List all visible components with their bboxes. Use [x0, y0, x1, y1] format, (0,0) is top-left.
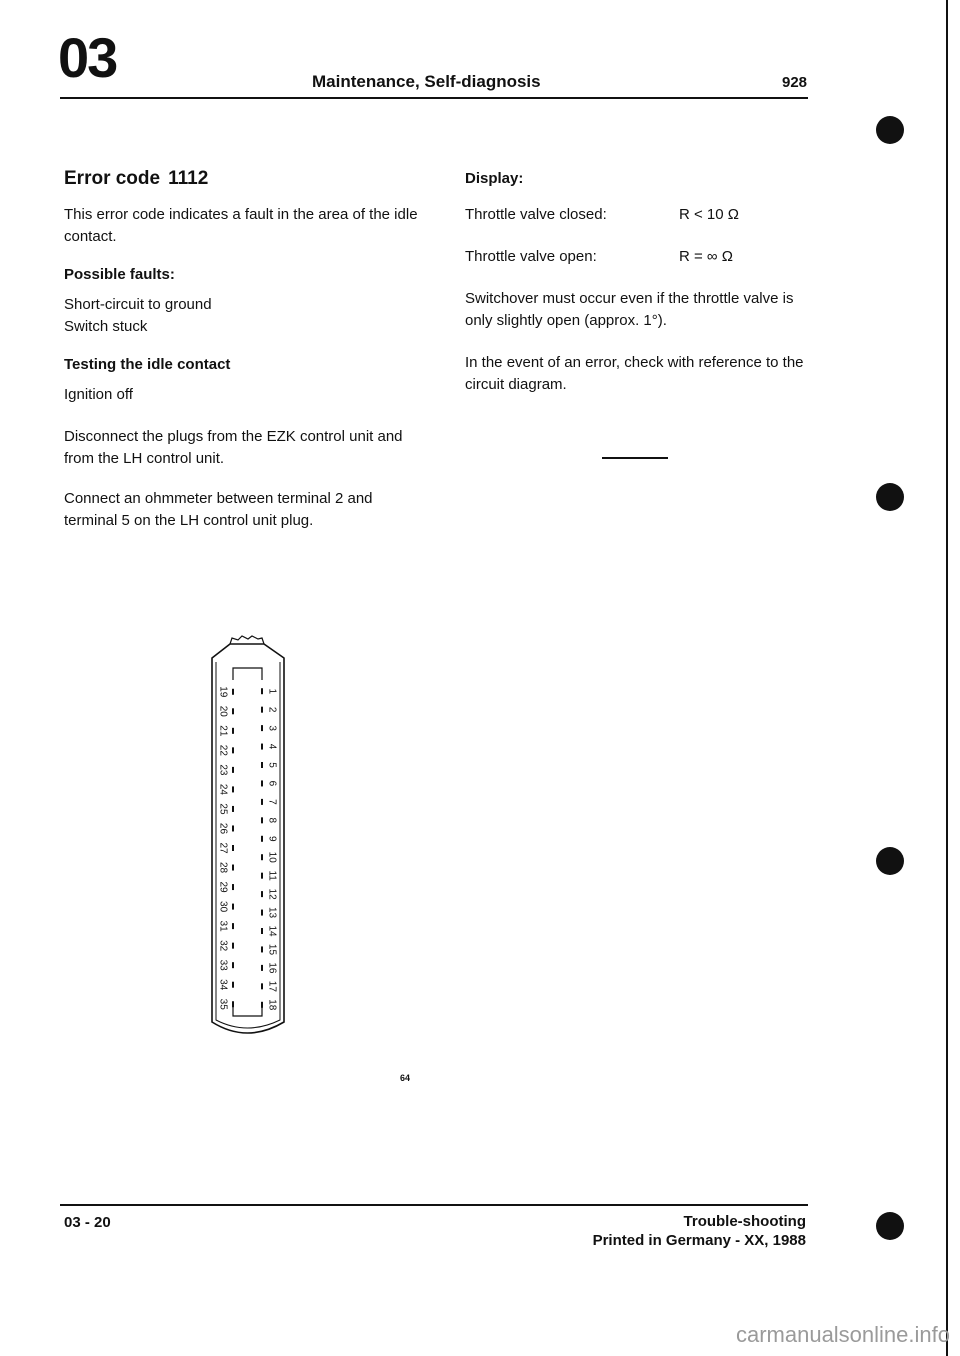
- pin-label-8: 8: [266, 817, 278, 824]
- pin-label-33: 33: [217, 959, 229, 971]
- connector-diagram: [190, 622, 310, 1052]
- pin-label-29: 29: [217, 881, 229, 893]
- section-number: 03: [58, 26, 117, 89]
- left-pin-labels: [217, 686, 228, 1010]
- footer-section-name: Trouble-shooting: [683, 1213, 806, 1230]
- step-text: Ignition off: [64, 386, 133, 403]
- header-rule: [60, 97, 808, 99]
- fault-item: Short-circuit to ground: [64, 296, 212, 313]
- pin-label-19: 19: [217, 686, 229, 698]
- pin-mark: [232, 943, 234, 949]
- pin-label-20: 20: [217, 705, 229, 717]
- pin-label-14: 14: [266, 925, 278, 937]
- step-text: Connect an ohmmeter between terminal 2 and terminal 5 on the LH control unit plug.: [64, 490, 373, 529]
- error-code-heading: [64, 168, 424, 190]
- pin-label-28: 28: [217, 861, 229, 874]
- switchover-text: Switchover must occur even if the throttle valve is only slightly open (approx. 1°).: [465, 290, 794, 329]
- footer-rule: [60, 1204, 808, 1206]
- pin-label-16: 16: [266, 962, 278, 974]
- binder-hole-2: [876, 483, 904, 511]
- pin-mark: [261, 946, 263, 952]
- pin-mark: [261, 983, 263, 989]
- pin-mark: [232, 845, 234, 851]
- pin-label-1: 1: [266, 688, 278, 695]
- key-top: [233, 668, 262, 680]
- binder-hole-1: [876, 116, 904, 144]
- pin-mark: [261, 762, 263, 768]
- pin-label-4: 4: [266, 743, 278, 750]
- pin-mark: [261, 873, 263, 879]
- pin-mark: [232, 1001, 234, 1007]
- faults-heading: Possible faults:: [64, 266, 175, 283]
- pin-label-21: 21: [217, 725, 229, 737]
- open-row: [465, 246, 805, 268]
- pin-label-2: 2: [266, 706, 278, 713]
- pin-mark: [261, 910, 263, 916]
- pin-label-22: 22: [217, 744, 229, 756]
- closed-label: Throttle valve closed:: [465, 206, 607, 223]
- pin-mark: [232, 786, 234, 792]
- key-bottom: [233, 1002, 262, 1016]
- pin-mark: [261, 688, 263, 694]
- pin-label-30: 30: [217, 901, 229, 913]
- pin-label-31: 31: [217, 920, 229, 932]
- pin-mark: [261, 817, 263, 823]
- pin-mark: [261, 891, 263, 897]
- pin-mark: [261, 707, 263, 713]
- pin-label-3: 3: [266, 725, 278, 731]
- pin-label-15: 15: [266, 943, 278, 956]
- pin-label-5: 5: [266, 762, 278, 768]
- figure-label: 64: [400, 1073, 411, 1083]
- header-title: Maintenance, Self-diagnosis: [312, 72, 541, 91]
- pin-mark: [232, 962, 234, 968]
- pin-mark: [232, 747, 234, 753]
- pin-label-34: 34: [217, 979, 229, 991]
- pin-mark: [261, 836, 263, 842]
- right-pin-labels: [266, 688, 277, 1010]
- pin-label-24: 24: [217, 783, 229, 795]
- closed-row: [465, 204, 805, 226]
- testing-heading: Testing the idle contact: [64, 356, 231, 373]
- pin-label-27: 27: [217, 842, 229, 854]
- pin-label-25: 25: [217, 803, 229, 815]
- binder-hole-3: [876, 847, 904, 875]
- pin-label-23: 23: [217, 764, 229, 776]
- pin-label-7: 7: [266, 799, 278, 805]
- watermark: carmanualsonline.info: [735, 1322, 950, 1347]
- error-heading-text: Error code: [64, 168, 161, 189]
- pin-mark: [232, 865, 234, 871]
- fault-item: Switch stuck: [64, 318, 148, 335]
- error-code-number: 1112: [168, 168, 209, 189]
- footer-printed: Printed in Germany - XX, 1988: [592, 1232, 806, 1249]
- pin-label-10: 10: [266, 851, 278, 863]
- right-column: [465, 168, 805, 396]
- pin-label-35: 35: [217, 998, 229, 1010]
- display-heading: Display:: [465, 170, 524, 187]
- section-end-rule: [602, 457, 668, 459]
- pin-mark: [261, 965, 263, 971]
- pin-marks: [232, 688, 263, 1008]
- pin-label-13: 13: [266, 906, 278, 919]
- pin-mark: [261, 799, 263, 805]
- left-column: [64, 168, 424, 532]
- pin-mark: [232, 689, 234, 695]
- pin-mark: [261, 854, 263, 860]
- pin-label-17: 17: [266, 980, 278, 992]
- pin-mark: [261, 1002, 263, 1008]
- pin-label-12: 12: [266, 888, 278, 900]
- footer-page-number: 03 - 20: [64, 1214, 111, 1231]
- pin-label-6: 6: [266, 780, 278, 787]
- connector-top-squiggle: [230, 636, 264, 644]
- pin-mark: [232, 923, 234, 929]
- pin-label-18: 18: [266, 999, 278, 1011]
- pin-mark: [232, 806, 234, 812]
- step-text: Disconnect the plugs from the EZK control unit and from the LH control unit.: [64, 428, 403, 467]
- open-label: Throttle valve open:: [465, 248, 597, 265]
- page-edge-line: [946, 0, 948, 1356]
- binder-hole-4: [876, 1212, 904, 1240]
- closed-value: R < 10 Ω: [679, 206, 739, 223]
- pin-mark: [232, 884, 234, 890]
- pin-mark: [261, 744, 263, 750]
- pin-label-32: 32: [217, 940, 229, 952]
- pin-label-26: 26: [217, 822, 229, 835]
- pin-label-9: 9: [266, 835, 278, 842]
- pin-mark: [232, 982, 234, 988]
- pin-mark: [261, 780, 263, 786]
- pin-mark: [232, 904, 234, 910]
- pin-mark: [232, 825, 234, 831]
- pin-mark: [261, 725, 263, 731]
- intro-text: This error code indicates a fault in the area of the idle contact.: [64, 206, 418, 245]
- pin-mark: [232, 728, 234, 734]
- pin-mark: [232, 767, 234, 773]
- header-page-ref: 928: [782, 74, 808, 91]
- pin-mark: [232, 708, 234, 714]
- pin-label-11: 11: [266, 870, 278, 881]
- pin-mark: [261, 928, 263, 934]
- footer-info: [520, 1212, 806, 1250]
- error-note-text: In the event of an error, check with reference to the circuit diagram.: [465, 354, 804, 393]
- open-value: R = ∞ Ω: [679, 248, 734, 265]
